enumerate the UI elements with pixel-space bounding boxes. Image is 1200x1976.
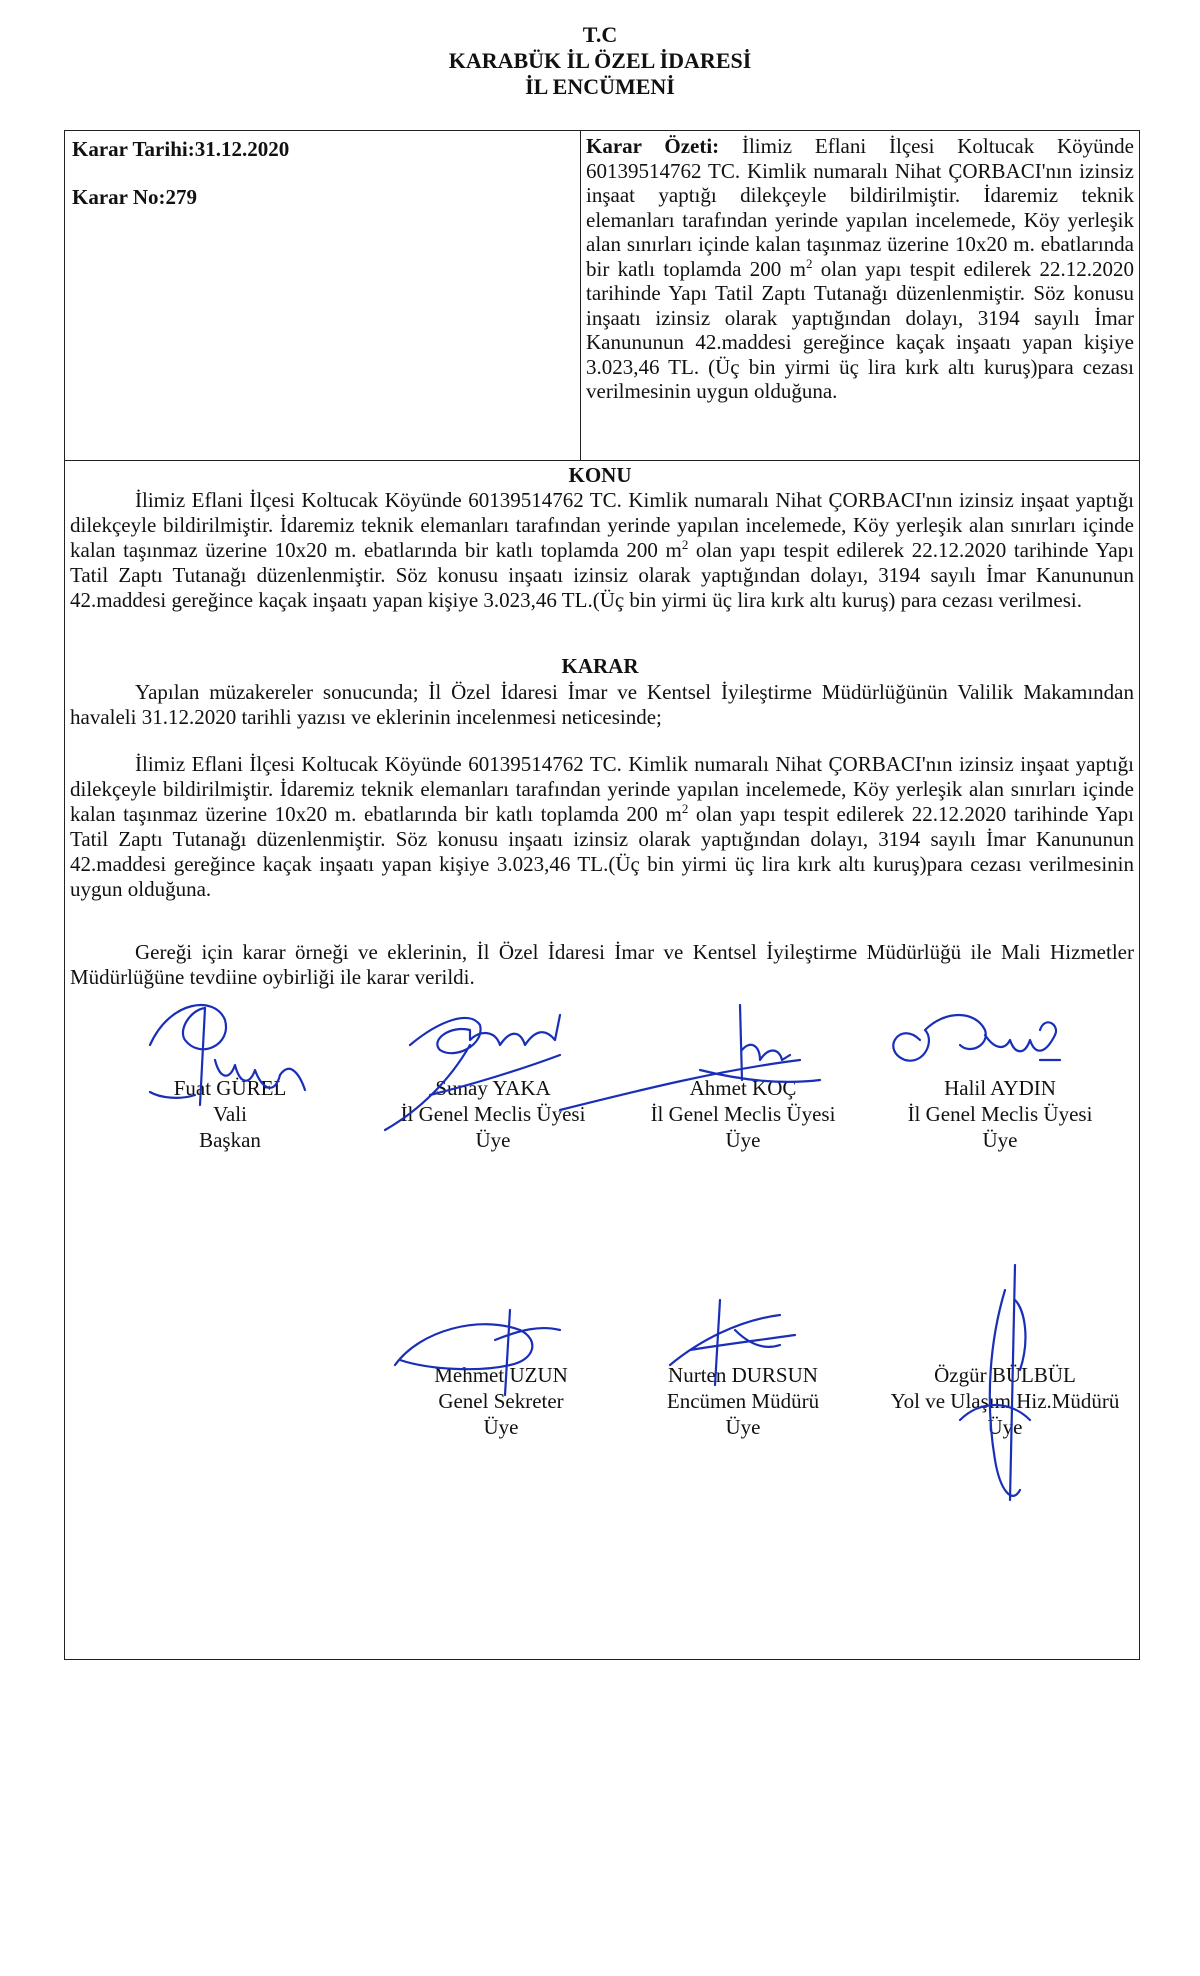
decision-date: Karar Tarihi:31.12.2020 (72, 137, 290, 161)
decision-number: Karar No:279 (72, 185, 198, 209)
signatory-vali (100, 1075, 360, 1153)
signatory-uzun (371, 1362, 631, 1440)
signatory-title: İl Genel Meclis Üyesi (650, 1102, 836, 1126)
karar-p2-sup: 2 (681, 801, 689, 816)
summary-text-b: olan yapı tespit edilerek 22.12.2020 tarihinde Yapı Tatil Zaptı Tutanağı düzenlenmiştir. Söz konusu inşaatı izinsiz olarak yaptığından dolayı, 3194 sayılı İmar Kanununun 42.maddesi gereğince kaçak inşaatı yapan kişiye 3.023,46 TL. (Üç bin yirmi üç lira kırk altı kuruş)para cezası verilmesinin uygun olduğuna. (586, 256, 1134, 403)
signatory-title: Yol ve Ulaşım Hiz.Müdürü (890, 1389, 1120, 1413)
signatory-title: İl Genel Meclis Üyesi (400, 1102, 586, 1126)
signatory-role: Üye (725, 1415, 761, 1439)
karar-paragraph-3: Gereği için karar örneği ve eklerinin, İl Özel İdaresi İmar ve Kentsel İyileştirme Müdürlüğü ile Mali Hizmetler Müdürlüğüne tevdiine oybirliği ile karar verildi. (70, 940, 1134, 989)
header-tc: T.C (582, 22, 618, 47)
konu-text (70, 488, 1134, 613)
signatory-role: Üye (475, 1128, 511, 1152)
summary-sup: 2 (805, 255, 813, 271)
signatory-title: Encümen Müdürü (666, 1389, 820, 1413)
header-institution: KARABÜK İL ÖZEL İDARESİ (448, 48, 752, 73)
signatory-bulbul (860, 1362, 1150, 1440)
konu-sup: 2 (681, 537, 689, 552)
signatory-name: Özgür BÜLBÜL (934, 1363, 1076, 1387)
konu-title: KONU (568, 463, 632, 487)
decision-summary (586, 134, 1134, 404)
signatory-title: Vali (213, 1102, 247, 1126)
signatory-title: Genel Sekreter (438, 1389, 564, 1413)
signatory-role: Başkan (199, 1128, 261, 1152)
karar-p2-text-b: olan yapı tespit edilerek 22.12.2020 tarihinde Yapı Tatil Zaptı Tutanağı düzenlenmiştir. Söz konusu inşaatı izinsiz olarak yaptığından dolayı, 3194 sayılı İmar Kanununun 42.maddesi gereğince kaçak inşaatı yapan kişiye 3.023,46 TL.(Üç bin yirmi üç lira kırk altı kuruş)para cezası verilmesinin uygun olduğuna. (70, 802, 1134, 901)
signatory-role: Üye (725, 1128, 761, 1152)
header-committee: İL ENCÜMENİ (525, 74, 675, 99)
decision-meta-cell (72, 136, 572, 210)
karar-paragraph-1: Yapılan müzakereler sonucunda; İl Özel İdaresi İmar ve Kentsel İyileştirme Müdürlüğünün Valilik Makamından havaleli 31.12.2020 tarihli yazısı ve eklerinin incelenmesi neticesinde; (70, 680, 1134, 729)
konu-text-a: İlimiz Eflani İlçesi Koltucak Köyünde 60139514762 TC. Kimlik numaralı Nihat ÇORBACI'nın izinsiz inşaat yaptığı dilekçeyle bildirilmiştir. İdaremiz teknik elemanları tarafından yerinde yapılan incelemede, Köy yerleşik alan sınırları içinde kalan taşınmaz üzerine 10x20 m. ebatlarında bir katlı toplamda 200 m (70, 488, 1134, 562)
signatory-name: Mehmet UZUN (434, 1363, 568, 1387)
summary-label: Karar Özeti: (586, 134, 720, 158)
signatory-koc (613, 1075, 873, 1153)
karar-paragraph-2 (70, 752, 1134, 902)
signatory-aydin (870, 1075, 1130, 1153)
signatory-dursun (613, 1362, 873, 1440)
karar-title: KARAR (561, 654, 639, 678)
signatory-role: Üye (982, 1128, 1018, 1152)
signatory-name: Halil AYDIN (944, 1076, 1056, 1100)
konu-text-b: olan yapı tespit edilerek 22.12.2020 tarihinde Yapı Tatil Zaptı Tutanağı düzenlenmiştir. Söz konusu inşaatı izinsiz olarak yaptığından dolayı, 3194 sayılı İmar Kanununun 42.maddesi gereğince kaçak inşaatı yapan kişiye 3.023,46 TL.(Üç bin yirmi üç lira kırk altı kuruş) para cezası verilmesi. (70, 538, 1134, 612)
table-row-divider (64, 460, 1140, 461)
signatory-name: Nurten DURSUN (668, 1363, 818, 1387)
karar-p2-text-a: İlimiz Eflani İlçesi Koltucak Köyünde 60139514762 TC. Kimlik numaralı Nihat ÇORBACI'nın izinsiz inşaat yaptığı dilekçeyle bildirilmiştir. İdaremiz teknik elemanları tarafından yerinde yapılan incelemede, Köy yerleşik alan sınırları içinde kalan taşınmaz üzerine 10x20 m. ebatlarında bir katlı toplamda 200 m (70, 752, 1134, 826)
table-column-divider (580, 130, 581, 460)
signatory-name: Sunay YAKA (435, 1076, 551, 1100)
signatory-yaka (363, 1075, 623, 1153)
summary-text-a: İlimiz Eflani İlçesi Koltucak Köyünde 60139514762 TC. Kimlik numaralı Nihat ÇORBACI'nın izinsiz inşaat yaptığı dilekçeyle bildirilmiştir. İdaremiz teknik elemanları tarafından yerinde yapılan incelemede, Köy yerleşik alan sınırları içinde kalan taşınmaz üzerine 10x20 m. ebatlarında bir katlı toplamda 200 m (586, 134, 1134, 281)
signatory-role: Üye (483, 1415, 519, 1439)
signatory-title: İl Genel Meclis Üyesi (907, 1102, 1093, 1126)
signatory-name: Fuat GÜREL (173, 1076, 287, 1100)
signatory-name: Ahmet KOÇ (689, 1076, 797, 1100)
signatory-role: Üye (987, 1415, 1023, 1439)
